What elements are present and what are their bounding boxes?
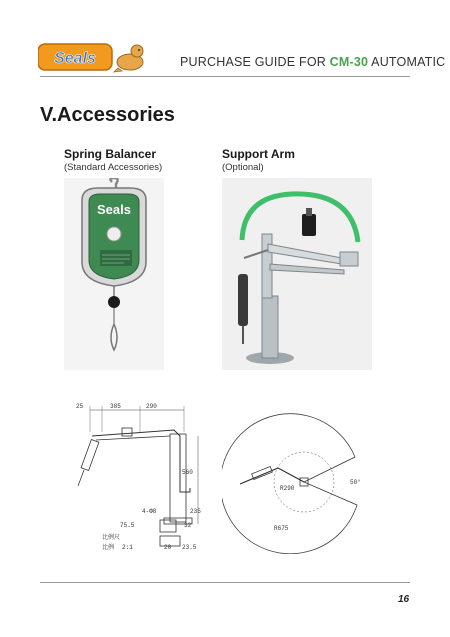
dim-32: 32 <box>184 522 192 529</box>
seals-logo <box>38 40 148 74</box>
support-arm-top-drawing <box>222 398 372 554</box>
spring-balancer-title: Spring Balancer <box>64 147 157 161</box>
dim-235-top: 235 <box>190 508 201 515</box>
header-divider <box>40 76 410 77</box>
dim-290: 290 <box>146 403 157 410</box>
radius-inner: R290 <box>280 485 295 492</box>
dim-560: 560 <box>182 469 193 476</box>
radius-outer: R675 <box>274 525 289 532</box>
section-title: V.Accessories <box>40 104 175 126</box>
dim-25: 25 <box>76 403 84 410</box>
spring-balancer-subtitle: (Standard Accessories) <box>64 162 163 173</box>
balancer-logo-text: Seals <box>97 202 131 217</box>
header-model-name: CM-30 <box>329 55 369 69</box>
support-arm-photo <box>222 178 372 370</box>
spring-balancer-photo <box>64 178 164 370</box>
scale-ratio: 2:1 <box>122 544 133 551</box>
support-arm-title: Support Arm <box>222 147 295 161</box>
note-line-1: 比例尺 <box>102 534 121 541</box>
logo-text: Seals <box>54 50 96 67</box>
page-header-title <box>180 55 445 69</box>
dim-23-5: 23.5 <box>182 544 197 551</box>
sweep-angle: 50° <box>350 479 361 486</box>
support-arm-side-drawing <box>66 396 216 554</box>
page-number: 16 <box>398 594 410 605</box>
header-title-prefix: PURCHASE GUIDE FOR <box>180 55 330 69</box>
note-line-2: 比例 <box>102 544 115 551</box>
header-title-suffix: AUTOMATIC <box>368 55 446 69</box>
support-arm-subtitle: (Optional) <box>222 162 264 173</box>
dim-75-5: 75.5 <box>120 522 135 529</box>
dim-4-hole: 4-Φ8 <box>142 508 157 515</box>
dim-20: 20 <box>164 544 172 551</box>
dim-385: 385 <box>110 403 121 410</box>
footer-divider <box>40 582 410 583</box>
